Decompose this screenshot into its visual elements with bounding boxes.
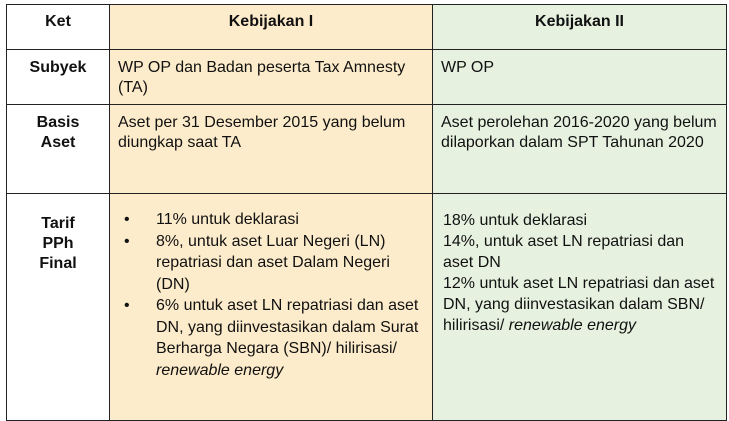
row-label-basis-aset <box>7 105 110 194</box>
table-header-row <box>7 5 727 50</box>
tarif-k2-line-3-text: 12% untuk aset LN repatriasi dan aset DN, yang diinvestasikan dalam SBN/ hilirisasi/ <box>443 275 715 334</box>
tarif-kebijakan-1 <box>110 194 433 421</box>
basis-kebijakan-2-text: Aset perolehan 2016-2020 yang belum dilaporkan dalam SPT Tahunan 2020 <box>441 114 717 151</box>
tarif-k1-item-2-text: 8%, untuk aset Luar Negeri (LN) repatriasi dan aset Dalam Negeri (DN) <box>156 232 390 293</box>
bullet-icon: • <box>124 297 130 314</box>
row-label-pph-text: PPh <box>42 235 74 252</box>
subyek-kebijakan-1-text: WP OP dan Badan peserta Tax Amnesty (TA) <box>118 59 406 96</box>
row-label-tarif-text: Tarif <box>41 215 75 232</box>
row-label-subyek-text: Subyek <box>29 59 87 76</box>
policy-comparison-table <box>6 4 727 421</box>
row-label-tarif-pph-final <box>7 194 110 421</box>
bullet-icon: • <box>124 211 130 228</box>
tarif-kebijakan-1-list <box>110 194 432 381</box>
header-ket-label: Ket <box>45 13 71 30</box>
header-kebijakan-1-label: Kebijakan I <box>228 13 314 30</box>
list-item <box>110 231 424 296</box>
table-row-basis-aset <box>7 105 727 194</box>
tarif-kebijakan-2-lines <box>433 194 726 336</box>
table-row-tarif-pph-final <box>7 194 727 421</box>
basis-kebijakan-2 <box>433 105 727 194</box>
subyek-kebijakan-2 <box>433 50 727 105</box>
tarif-k2-line-1: 18% untuk deklarasi <box>443 212 588 229</box>
tarif-k2-line-3-italic: renewable energy <box>508 317 636 334</box>
subyek-kebijakan-2-text: WP OP <box>441 59 495 76</box>
list-item <box>110 295 424 381</box>
row-label-final-text: Final <box>39 255 77 272</box>
tarif-kebijakan-2 <box>433 194 727 421</box>
row-label-aset-text: Aset <box>40 134 76 151</box>
basis-kebijakan-1-text: Aset per 31 Desember 2015 yang belum diungkap saat TA <box>118 114 406 151</box>
basis-kebijakan-1 <box>110 105 433 194</box>
tarif-k1-item-1-text: 11% untuk deklarasi <box>156 211 299 228</box>
header-kebijakan-2 <box>433 5 727 50</box>
table-row-subyek <box>7 50 727 105</box>
tarif-k2-line-2: 14%, untuk aset LN repatriasi dan aset DN <box>443 233 685 271</box>
row-label-subyek <box>7 50 110 105</box>
header-kebijakan-1 <box>110 5 433 50</box>
bullet-icon: • <box>124 232 130 250</box>
list-item <box>110 209 424 231</box>
row-label-basis-text: Basis <box>36 114 80 131</box>
tarif-k1-item-3-italic: renewable energy <box>156 361 284 379</box>
tarif-k2-line-3 <box>443 273 718 336</box>
subyek-kebijakan-1 <box>110 50 433 105</box>
header-kebijakan-2-label: Kebijakan II <box>535 13 624 30</box>
tarif-k1-item-3-text: 6% untuk aset LN repatriasi dan aset DN, yang diinvestasikan dalam Surat Berharga Negara (SBN)/ hilirisasi/ <box>156 297 419 357</box>
header-ket <box>7 5 110 50</box>
